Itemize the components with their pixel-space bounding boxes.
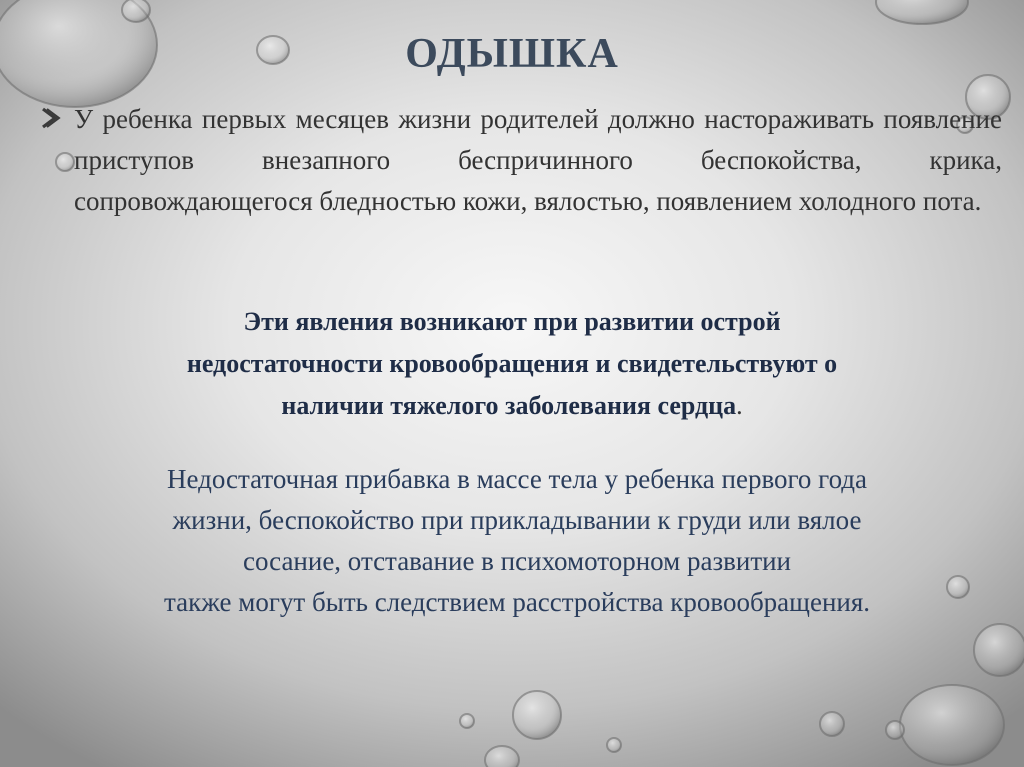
water-drop (485, 746, 519, 767)
water-drop (513, 691, 561, 739)
emphasis-line (70, 385, 954, 427)
emphasis-line: недостаточности кровообращения и свидетельствуют о (186, 349, 838, 378)
paragraph-line: жизни, беспокойство при прикладывании к груди или вялое (172, 505, 862, 535)
slide-title: ОДЫШКА (405, 31, 619, 77)
emphasis-statement (70, 301, 954, 427)
emphasis-period: . (736, 391, 743, 420)
bullet-text: У ребенка первых месяцев жизни родителей должно настораживать появление приступов внезапного беспричинного беспокойства, крика, сопровождающегося бледностью кожи, вялостью, появлением холодного пота. (74, 104, 1002, 216)
water-drop (900, 685, 1004, 765)
water-drop (876, 0, 968, 24)
water-drop (974, 624, 1024, 676)
water-drop (460, 714, 474, 728)
arrow-bullet-icon (40, 103, 64, 133)
bullet-item (40, 99, 1002, 222)
paragraph-line: сосание, отставание в психомоторном развитии (242, 546, 792, 576)
paragraph (50, 459, 984, 623)
water-drop (820, 712, 844, 736)
paragraph-line: Недостаточная прибавка в массе тела у ребенка первого года (166, 464, 868, 494)
water-drop (607, 738, 621, 752)
paragraph-line: также могут быть следствием расстройства кровообращения. (163, 587, 871, 617)
water-drop (122, 0, 150, 22)
emphasis-line-text: наличии тяжелого заболевания сердца (281, 391, 737, 420)
water-drop (886, 721, 904, 739)
emphasis-line: Эти явления возникают при развитии острой (243, 307, 781, 336)
